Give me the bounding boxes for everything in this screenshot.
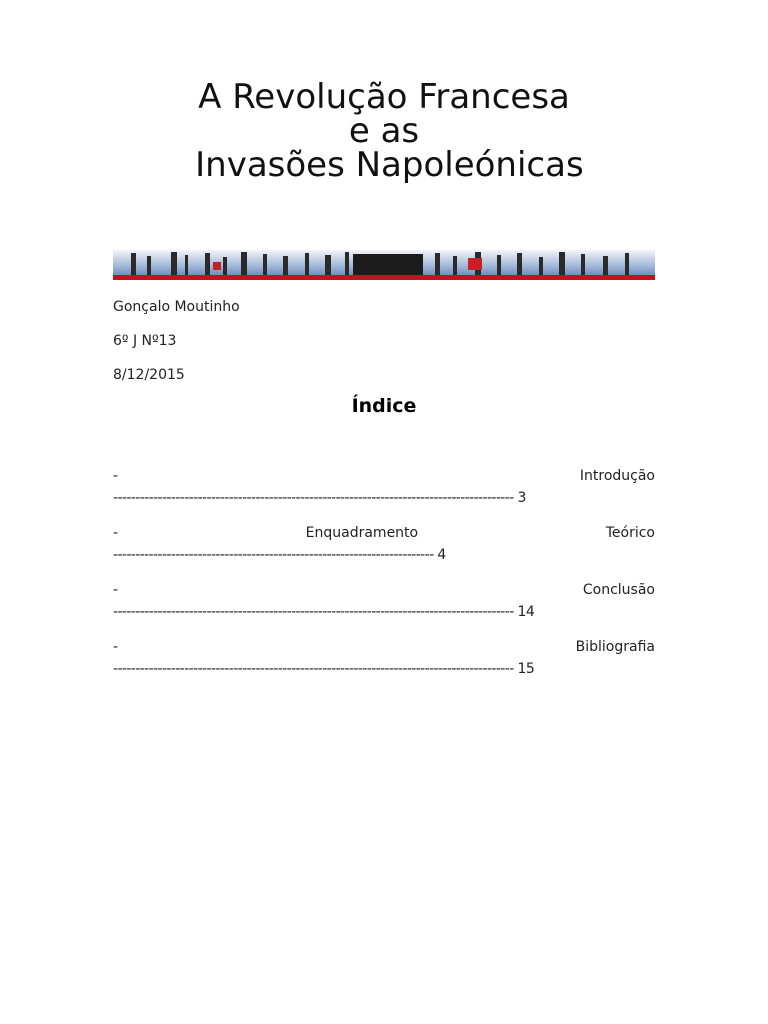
toc-leader: ------------------------------------------------------------------------------------------ bbox=[113, 604, 514, 620]
class-info: 6º J Nº13 bbox=[113, 333, 177, 349]
toc-page-number: 15 bbox=[517, 661, 535, 677]
toc-entry-title: Conclusão bbox=[582, 582, 655, 598]
toc-bullet: - bbox=[113, 639, 119, 655]
toc-entry-title: Introdução bbox=[579, 468, 655, 484]
toc-leader-line bbox=[113, 486, 655, 510]
toc-entry-title-word: Enquadramento bbox=[305, 525, 419, 541]
toc-leader: ------------------------------------------------------------------------------------------ bbox=[113, 490, 514, 506]
toc-bullet: - bbox=[113, 468, 119, 484]
title-line-3: Invasões Napoleónicas bbox=[184, 145, 584, 185]
toc-bullet: - bbox=[113, 525, 119, 541]
toc-leader: ------------------------------------------------------------------------ bbox=[113, 547, 434, 563]
toc-leader-line bbox=[113, 657, 655, 681]
title-line-1: A Revolução Francesa bbox=[198, 77, 570, 117]
toc-entry-title: Bibliografia bbox=[575, 639, 655, 655]
toc-entry-title-word: Teórico bbox=[605, 525, 655, 541]
toc-leader-line bbox=[113, 600, 655, 624]
toc-entry bbox=[113, 523, 655, 567]
title-line-2: e as bbox=[348, 111, 420, 151]
index-heading: Índice bbox=[351, 395, 417, 417]
header-banner-image bbox=[113, 250, 655, 280]
toc-page-number: 4 bbox=[437, 547, 446, 563]
author-name: Gonçalo Moutinho bbox=[113, 299, 240, 315]
toc-entry bbox=[113, 466, 655, 510]
document-date: 8/12/2015 bbox=[113, 367, 185, 383]
document-title bbox=[0, 77, 768, 185]
toc-bullet: - bbox=[113, 582, 119, 598]
toc-leader-line bbox=[113, 543, 655, 567]
toc-entry bbox=[113, 637, 655, 681]
toc-page-number: 3 bbox=[517, 490, 526, 506]
toc-entry bbox=[113, 580, 655, 624]
toc-page-number: 14 bbox=[517, 604, 535, 620]
toc-leader: ------------------------------------------------------------------------------------------ bbox=[113, 661, 514, 677]
